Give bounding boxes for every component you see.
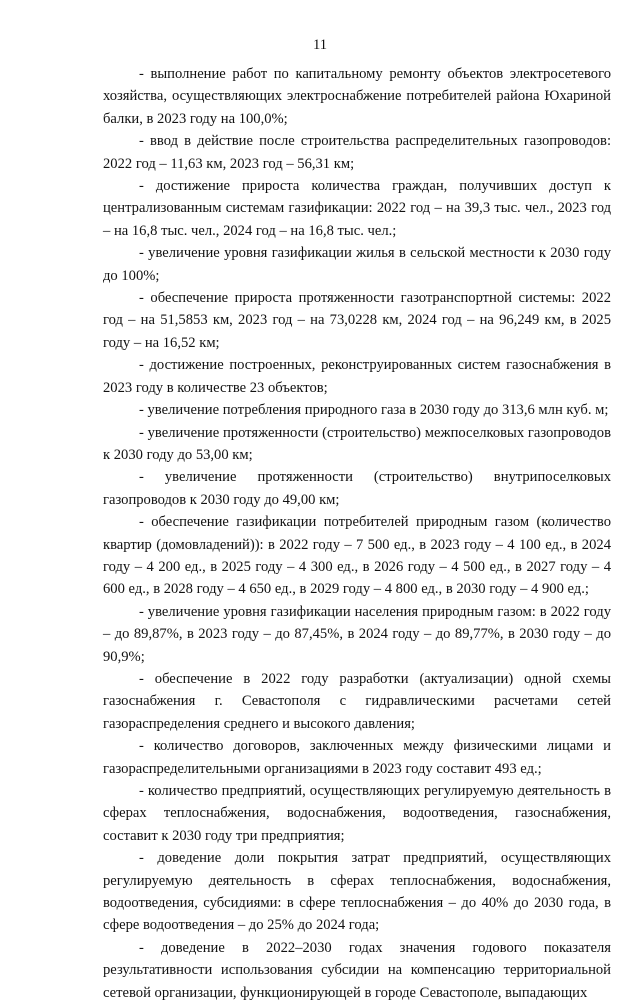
list-item: - ввод в действие после строительства распределительных газопроводов: 2022 год – 11,63 км, 2023 год – 56,31 км; <box>103 133 611 172</box>
list-item: - обеспечение в 2022 году разработки (актуализации) одной схемы газоснабжения г. Севастополя с гидравлическими расчетами сетей газораспределения среднего и высокого давления; <box>103 670 611 732</box>
list-item: - выполнение работ по капитальному ремонту объектов электросетевого хозяйства, осуществляющих электроснабжение потребителей района Юхариной балки, в 2023 году на 100,0%; <box>103 66 611 127</box>
list-item: - количество предприятий, осуществляющих регулируемую деятельность в сферах теплоснабжения, водоснабжения, водоотведения, газоснабжения, составит к 2030 году три предприятия; <box>103 783 611 844</box>
list-item: - достижение прироста количества граждан, получивших доступ к централизованным системам газификации: 2022 год – на 39,3 тыс. чел., 2023 год – на 16,8 тыс. чел., 2024 год – на 16,8 тыс. чел.; <box>103 178 611 239</box>
list-item: - увеличение уровня газификации жилья в сельской местности к 2030 году до 100%; <box>103 245 611 284</box>
list-item: - увеличение протяженности (строительство) межпоселковых газопроводов к 2030 году до 53,00 км; <box>103 424 611 463</box>
list-item: - увеличение уровня газификации населения природным газом: в 2022 году – до 89,87%, в 2023 году – до 87,45%, в 2024 году – до 89,77%, в 2030 году – до 90,9%; <box>103 603 611 665</box>
list-item: - обеспечение прироста протяженности газотранспортной системы: 2022 год – на 51,5853 км, 2023 год – на 73,0228 км, 2024 год – на 96,249 км, в 2025 году – на 16,52 км; <box>103 290 611 351</box>
list-item: - обеспечение газификации потребителей природным газом (количество квартир (домовладений)): в 2022 году – 7 500 ед., в 2023 году – 4 100 ед., в 2024 году – 4 200 ед., в 2025 году – 4 300 ед., в 2026 году – 4 500 ед., в 2027 году – 4 600 ед., в 2028 году – 4 650 ед., в 2029 году – 4 800 ед., в 2030 году – 4 900 ед.; <box>103 514 611 598</box>
list-item: - доведение доли покрытия затрат предприятий, осуществляющих регулируемую деятельность в сферах теплоснабжения, водоснабжения, водоотведения, субсидиями: в сфере теплоснабжения – до 40% до 2030 года, в сфере водоотведения – до 25% до 2024 года; <box>103 850 611 934</box>
list-item: - доведение в 2022–2030 годах значения годового показателя результативности использования субсидии на компенсацию территориальной сетевой организации, функционирующей в городе Севастополе, выпадающих <box>103 939 611 1001</box>
list-item: - достижение построенных, реконструированных систем газоснабжения в 2023 году в количестве 23 объектов; <box>103 357 611 396</box>
document-body <box>103 63 611 1004</box>
list-item: - увеличение протяженности (строительство) внутрипоселковых газопроводов к 2030 году до 49,00 км; <box>103 469 611 508</box>
list-item: - количество договоров, заключенных между физическими лицами и газораспределительными организациями в 2023 году составит 493 ед.; <box>103 738 611 777</box>
page-number: 11 <box>312 37 328 53</box>
list-item: - увеличение потребления природного газа в 2030 году до 313,6 млн куб. м; <box>139 402 609 419</box>
